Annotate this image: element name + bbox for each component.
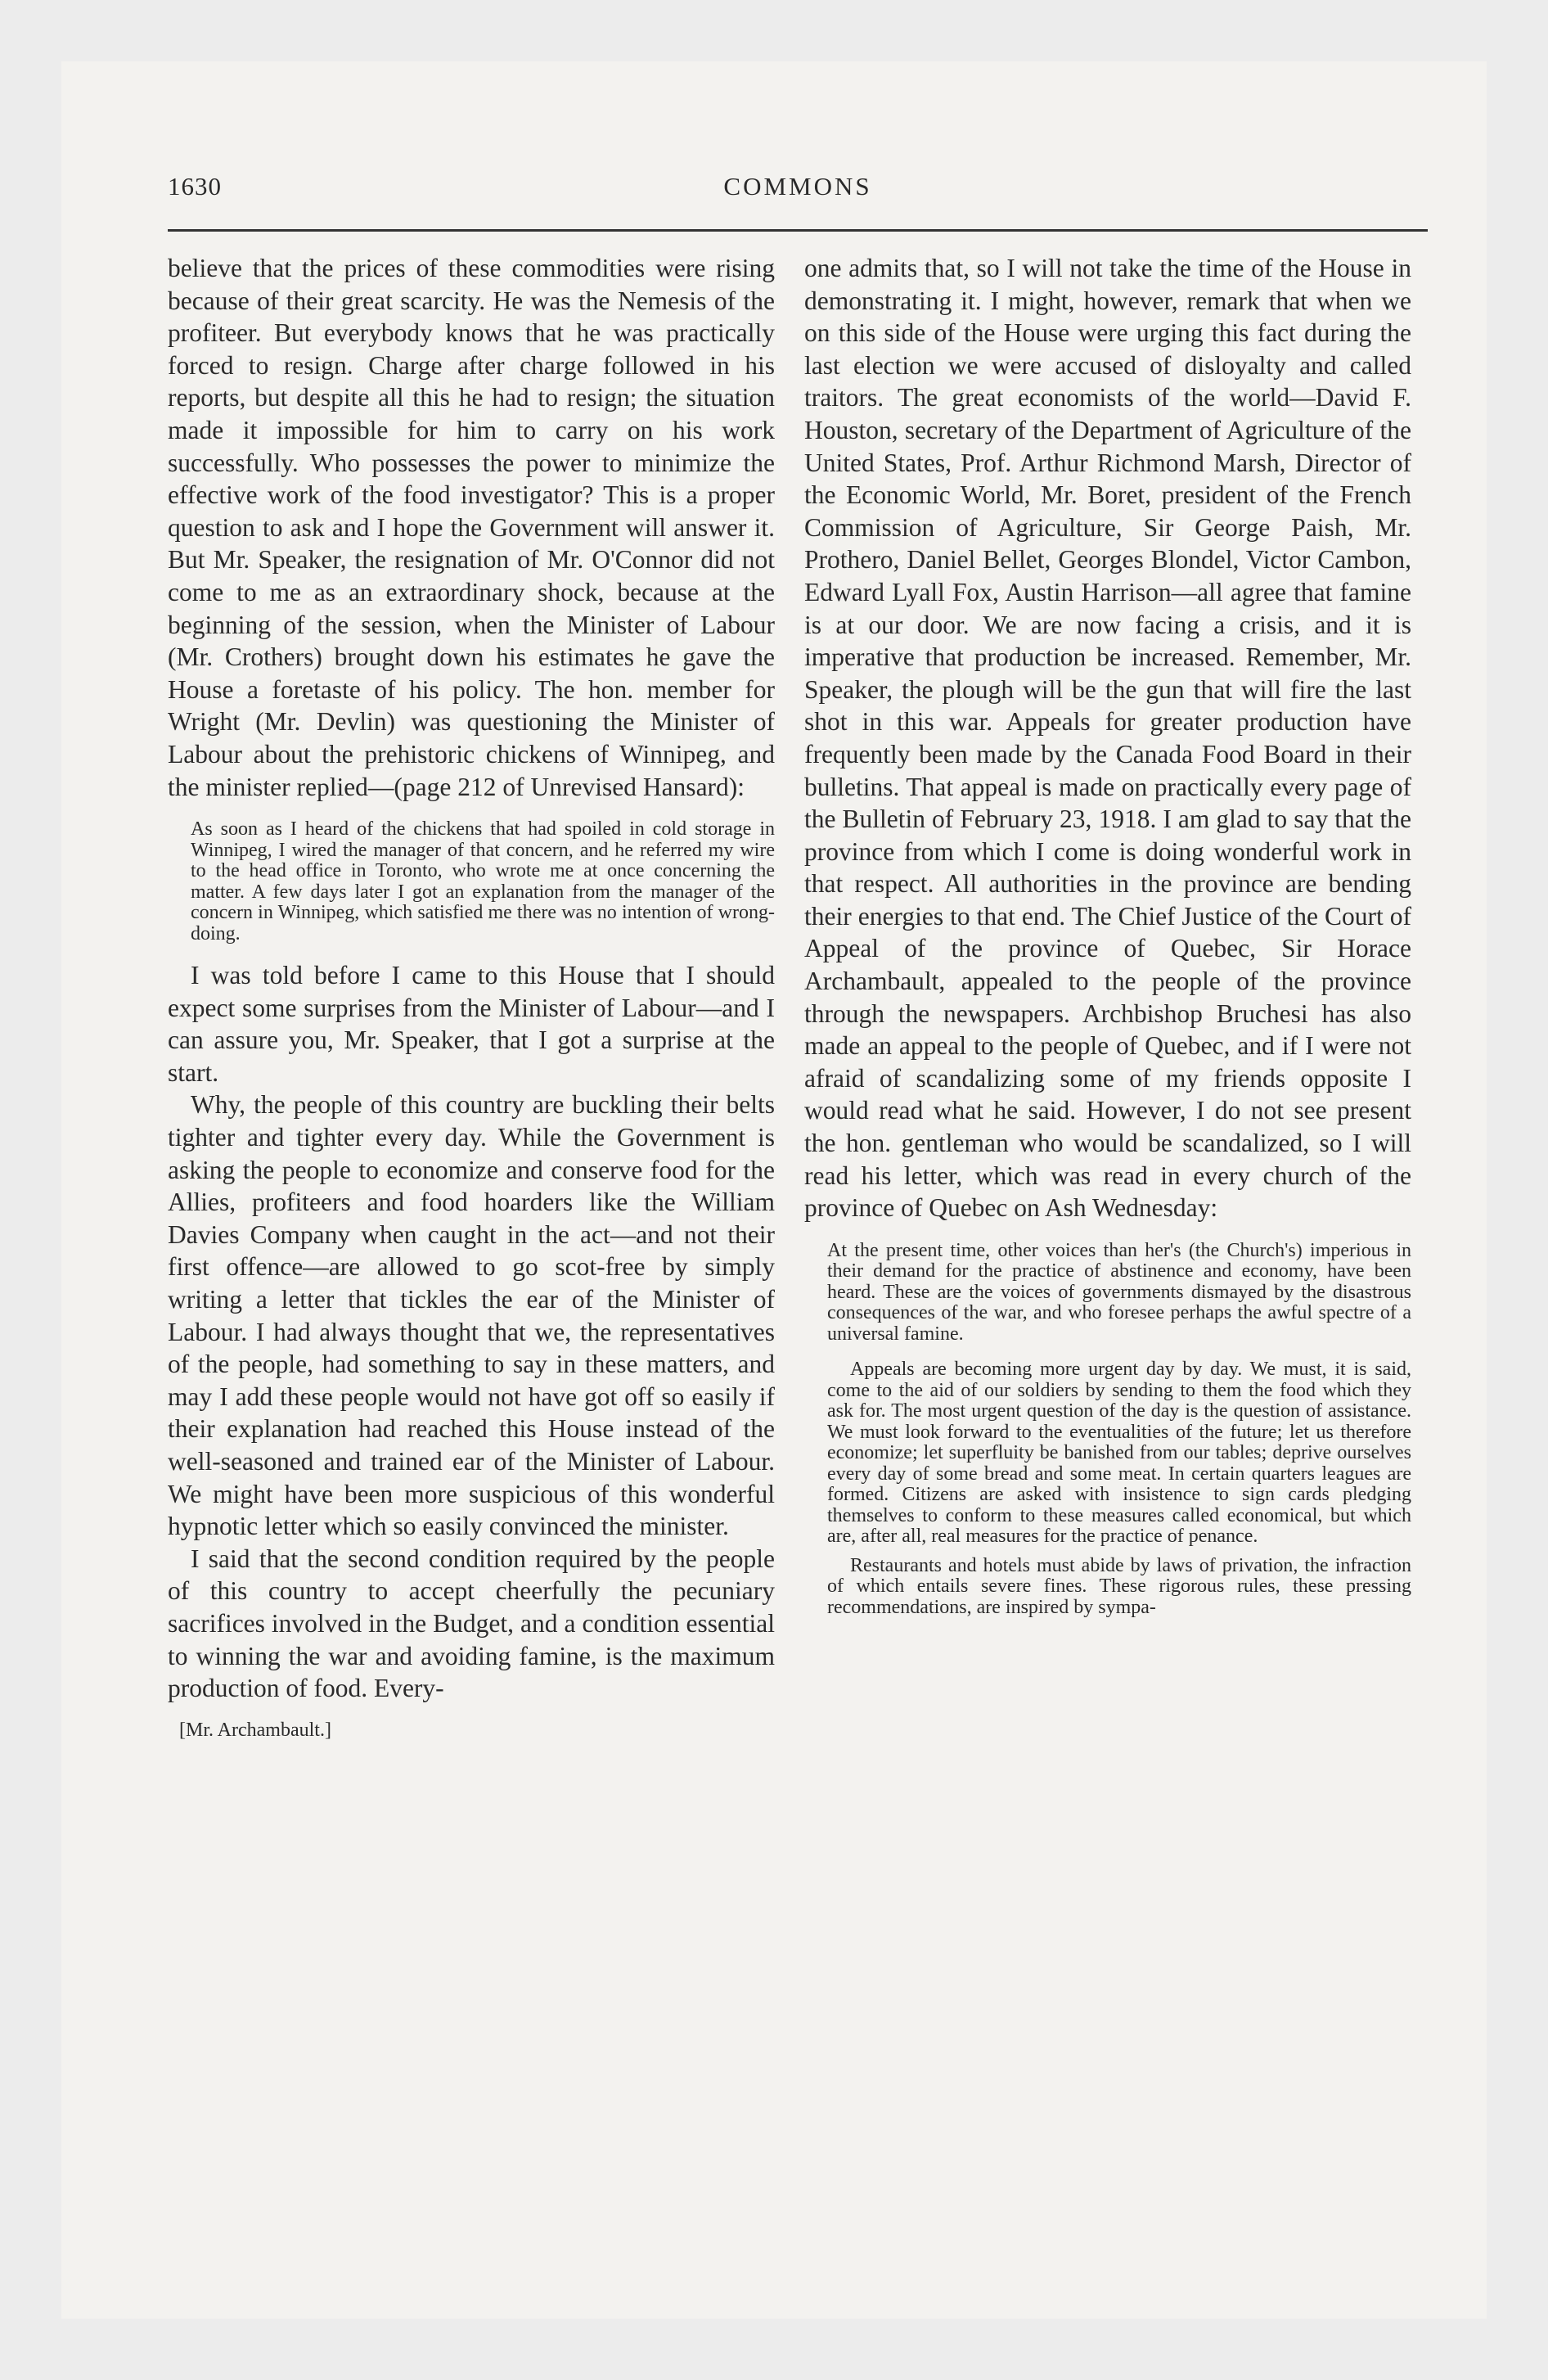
speaker-note: [Mr. Archambault.] [179, 1719, 331, 1741]
block-quote: At the present time, other voices than her's (the Church's) imperious in their demand for the practice of abstinence and economy, have been heard. These are the voices of governments dismayed by the disastrous consequences of the war, and who foresee perhaps the awful spectre of a universal famine. [827, 1239, 1411, 1345]
page-number: 1630 [168, 172, 222, 201]
right-column [804, 252, 1411, 1626]
left-column [168, 252, 775, 1742]
paragraph: believe that the prices of these commodities were rising because of their great scarcity. He was the Nemesis of the profiteer. But everybody knows that he was practically forced to resign. Charge after charge followed in his reports, but despite all this he had to resign; the situation made it impossible for him to carry on his work successfully. Who possesses the power to minimize the effective work of the food investigator? This is a proper question to ask and I hope the Government will answer it. But Mr. Speaker, the resignation of Mr. O'Connor did not come to me as an extraordinary shock, because at the beginning of the session, when the Minister of Labour (Mr. Crothers) brought down his estimates he gave the House a foretaste of his policy. The hon. member for Wright (Mr. Devlin) was questioning the Minister of Labour about the prehistoric chickens of Winnipeg, and the minister replied—(page 212 of Unrevised Hansard): [168, 254, 775, 801]
block-quote: Restaurants and hotels must abide by laws of privation, the infraction of which entails severe fines. These rigorous rules, these pressing recommendations, are inspired by sympa- [827, 1554, 1411, 1618]
block-quote: Appeals are becoming more urgent day by day. We must, it is said, come to the aid of our soldiers by sending to them the food which they ask for. The most urgent question of the day is the question of assistance. We must look forward to the eventualities of the future; let us therefore economize; let superfluity be banished from our tables; deprive ourselves every day of some bread and some meat. In certain quarters leagues are formed. Citizens are asked with insistence to sign cards pledging themselves to conform to these measures called economical, but which are, after all, real measures for the practice of penance. [827, 1359, 1411, 1548]
header-rule [168, 229, 1428, 232]
paragraph: Why, the people of this country are buckling their belts tighter and tighter every day. While the Government is asking the people to economize and conserve food for the Allies, profiteers and food hoarders like the William Davies Company when caught in the act—and not their first offence—are allowed to go scot-free by simply writing a letter that tickles the ear of the Minister of Labour. I had always thought that we, the representatives of the people, had something to say in these matters, and may I add these people would not have got off so easily if their explanation had reached this House instead of the well-seasoned and trained ear of the Minister of Labour. We might have been more suspicious of this wonderful hypnotic letter which so easily convinced the minister. [168, 1090, 775, 1541]
running-head: COMMONS [723, 172, 872, 201]
paragraph: I was told before I came to this House that I should expect some surprises from the Minister of Labour—and I can assure you, Mr. Speaker, that I got a surprise at the start. [168, 961, 775, 1087]
block-quote: As soon as I heard of the chickens that had spoiled in cold storage in Winnipeg, I wired the manager of that concern, and he referred my wire to the head office in Toronto, who wrote me at once concerning the matter. A few days later I got an explanation from the manager of the concern in Winnipeg, which satisfied me there was no intention of wrong-doing. [191, 818, 775, 944]
paragraph: one admits that, so I will not take the time of the House in demonstrating it. I might, however, remark that when we on this side of the House were urging this fact during the last election we were accused of disloyalty and called traitors. The great economists of the world—David F. Houston, secretary of the Department of Agriculture of the United States, Prof. Arthur Richmond Marsh, Director of the Economic World, Mr. Boret, president of the French Commission of Agriculture, Sir George Paish, Mr. Prothero, Daniel Bellet, Georges Blondel, Victor Cambon, Edward Lyall Fox, Austin Harrison—all agree that famine is at our door. We are now facing a crisis, and it is imperative that production be increased. Remember, Mr. Speaker, the plough will be the gun that will fire the last shot in this war. Appeals for greater production have frequently been made by the Canada Food Board in their bulletins. That appeal is made on practically every page of the Bulletin of February 23, 1918. I am glad to say that the province from which I come is doing wonderful work in that respect. All authorities in the province are bending their energies to that end. The Chief Justice of the Court of Appeal of the province of Quebec, Sir Horace Archambault, appealed to the people of the province through the newspapers. Archbishop Bruchesi has also made an appeal to the people of Quebec, and if I were not afraid of scandalizing some of my friends opposite I would read what he said. However, I do not see present the hon. gentleman who would be scandalized, so I will read his letter, which was read in every church of the province of Quebec on Ash Wednesday: [804, 254, 1411, 1223]
page-header [168, 172, 1428, 213]
paragraph: I said that the second condition required by the people of this country to accept cheerfully the pecuniary sacrifices involved in the Budget, and a condition essential to winning the war and avoiding famine, is the maximum production of food. Every- [168, 1544, 775, 1703]
